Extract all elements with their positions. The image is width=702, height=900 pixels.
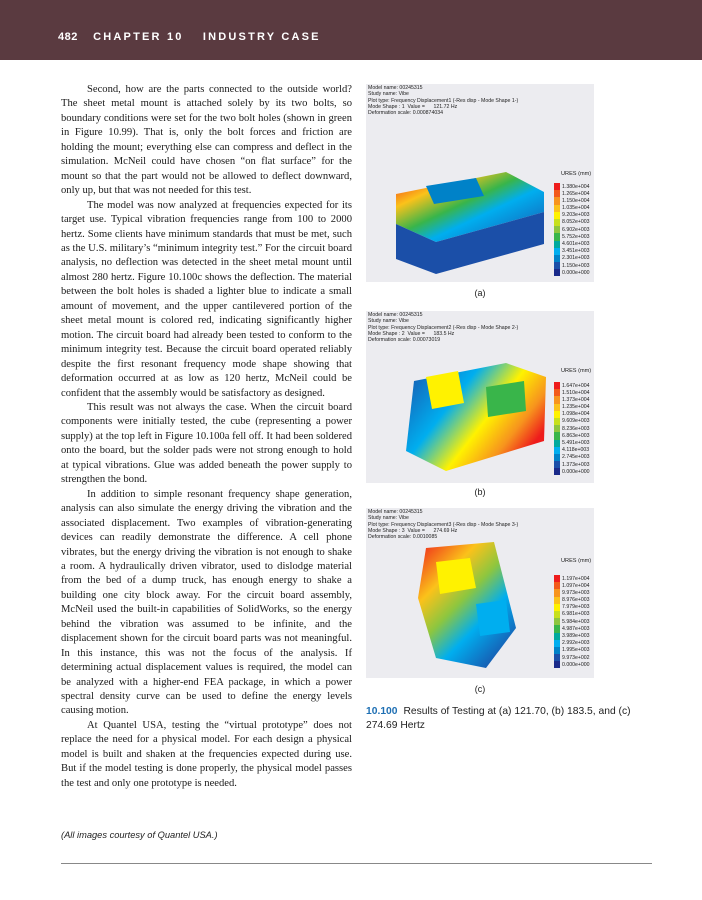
units-label: URES (mm) — [561, 368, 592, 374]
component-shape — [436, 558, 476, 594]
color-legend: 1.647e+004 1.510e+004 1.373e+004 1.235e+004 1.098e+004 9.609e+003 8.236e+003 6.863e+003 5.491e+003 4.118e+003 2.745e+003 1.373e+003 0.000e+000 — [554, 382, 594, 475]
chapter-label: CHAPTER 10 — [93, 31, 184, 43]
paragraph: Second, how are the parts connected to the outside world? The sheet metal mount is attached solely by its two bolts, so boundary conditions were set for the two bolt holes (shown in green in Figure 10.99). That is, only the bolt forces and friction are holding the mount; everything else can compress and deflect in the simulation. McNeil could have chosen “on flat surface” for the mount so that the part would not be allowed to deflect downward, only up, but that was not needed for this test. — [61, 84, 352, 197]
paragraph: At Quantel USA, testing the “virtual prototype” does not replace the need for a physical model. For each design a physical model is built and shaken at the frequencies expected during use. But if the model testing is done properly, the physical model passes the test and only one prototype is needed. — [61, 719, 352, 789]
plot-metadata: Model name: 00245315 Study name: Vibe Plot type: Frequency Displacement3 (-Res disp - Mode Shape 3-) Mode Shape : 3 Value = 274.69 Hz Deformation scale: 0.0010085 — [368, 509, 519, 541]
figure-c — [366, 508, 594, 678]
figure-a — [366, 84, 594, 282]
figure-caption — [366, 705, 656, 732]
units-label: URES (mm) — [561, 171, 592, 177]
color-legend: 1.380e+004 1.265e+004 1.150e+004 1.035e+004 9.203e+003 8.052e+003 6.902e+003 5.752e+003 4.601e+003 3.451e+003 2.301e+003 1.150e+003 0.000e+000 — [554, 183, 594, 276]
caption-text: Results of Testing at (a) 121.70, (b) 183.5, and (c) 274.69 Hertz — [366, 706, 631, 731]
figure-label-a: (a) — [474, 288, 486, 298]
component-shape — [426, 371, 464, 409]
figure-number: 10.100 — [366, 706, 398, 717]
component-shape — [476, 600, 510, 636]
running-head — [58, 31, 321, 43]
page-header — [0, 0, 702, 60]
figure-label-b: (b) — [474, 487, 486, 497]
figure-b — [366, 311, 594, 483]
units-label: URES (mm) — [561, 558, 592, 564]
color-legend: 1.197e+004 1.097e+004 9.973e+003 8.976e+003 7.979e+003 6.981e+003 5.984e+003 4.987e+003 3.989e+003 2.992e+003 1.995e+003 9.973e+002 0.000e+000 — [554, 575, 594, 668]
paragraph: In addition to simple resonant frequency shape generation, analysis can also simulate the energy driving the vibration and the associated displacement. Two examples of vibration-generating devices can readily demonstrate the difference. A cell phone vibrates, but the energy driving the vibration is not enough to shake a room. A hydraulically driven vibrator, used to dislodge material from the bed of a dump truck, has enough energy to shake a building one city block away. For the circuit board assembly, McNeil used the built-in capabilities of SolidWorks, so the energy behind the vibration was assumed to be infinite, and the displacement shown for the circuit board parts was not meaningful. In this instance, this was not the focus of the analysis. If determining actual displacement values is required, the model can be analyzed with a higher-end FEA package, in which a power spectral density curve can be used to define the energy levels causing motion. — [61, 488, 352, 717]
page-number: 482 — [58, 31, 78, 43]
paragraph: The model was now analyzed at frequencies expected for its target use. Typical vibration frequencies range from 100 to 2000 hertz. Some clients have minimum standards that must be met, such as the U.S. military’s “minimum integrity test.” For the circuit board analysis, no deflection was detected in the sheet metal mount until almost 280 hertz. Figure 10.100c shows the deflection. The material between the bolt holes is shaded a lighter blue to indicate a small amount of movement, and the upper cantilevered portion of the sheet metal mount is colored red, indicating significantly higher motion. The circuit board had already been tested to conform to the minimum integrity test. Because the circuit board operated reliably despite the first resonant frequency mode shape showing that deformation occurred at as low as 120 hertz, McNeil could be confident that the assembly would be satisfactory as designed. — [61, 199, 352, 399]
body-text — [61, 83, 352, 791]
plot-metadata: Model name: 00245315 Study name: Vibe Plot type: Frequency Displacement2 (-Res disp - Mode Shape 2-) Mode Shape : 2 Value = 183.5 Hz Deformation scale: 0.00073019 — [368, 312, 519, 344]
chapter-title: INDUSTRY CASE — [202, 31, 321, 43]
image-credit: (All images courtesy of Quantel USA.) — [61, 830, 218, 840]
plot-metadata: Model name: 00245315 Study name: Vibe Plot type: Frequency Displacement1 (-Res disp - Mode Shape 1-) Mode Shape : 1 Value = 121.72 Hz Deformation scale: 0.000874034 — [368, 85, 519, 117]
component-shape — [486, 381, 526, 417]
footer-rule — [61, 863, 652, 864]
paragraph: This result was not always the case. When the circuit board components were initially tested, the cube (representing a power supply) at the top left in Figure 10.100a fell off. It had been soldered onto the board, but the solder pads were not strong enough to hold at typical vibrations. Glue was added beneath the power supply to strengthen the bond. — [61, 401, 352, 486]
figure-label-c: (c) — [474, 684, 486, 694]
